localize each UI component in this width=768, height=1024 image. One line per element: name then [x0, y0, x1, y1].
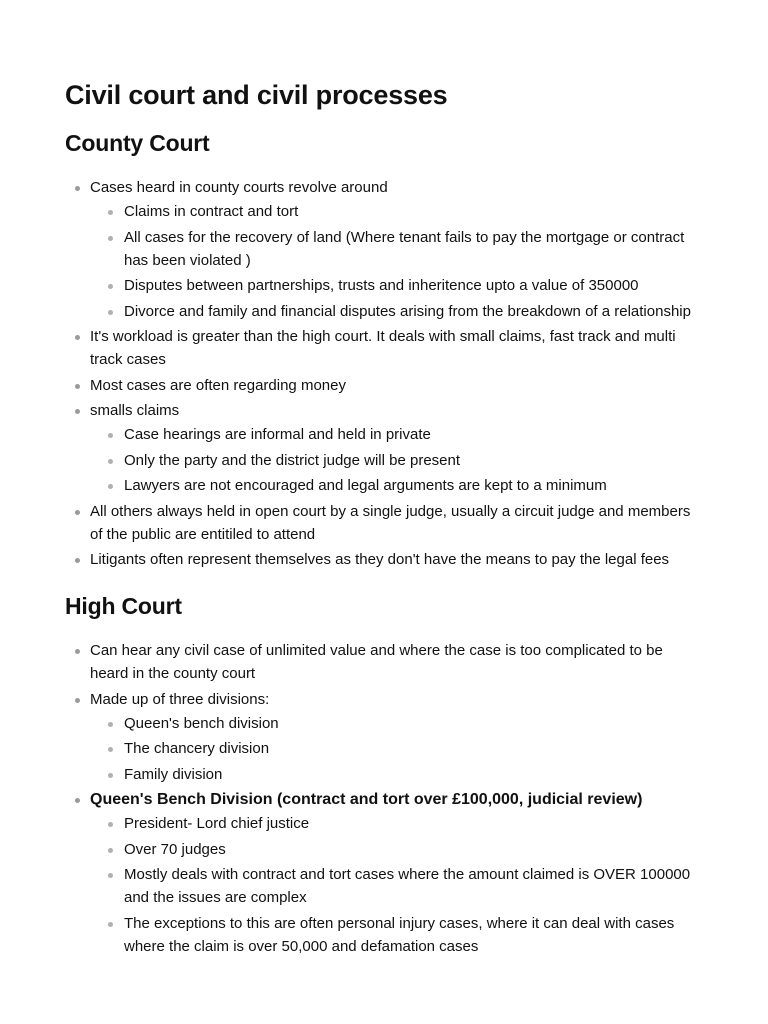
sub-list-item: Queen's bench division [90, 712, 705, 735]
sub-list [90, 423, 705, 497]
list-item: smalls claims Case hearings are informal and held in private Only the party and the district judge will be present Lawyers are not encouraged and legal arguments are kept to a minimum [65, 399, 705, 497]
sub-list [90, 712, 705, 786]
sub-list-item: All cases for the recovery of land (Where tenant fails to pay the mortgage or contract has been violated ) [90, 226, 705, 272]
list-item: All others always held in open court by a single judge, usually a circuit judge and members of the public are entitiled to attend [65, 500, 705, 546]
sub-list-item: Family division [90, 763, 705, 786]
list-item: Most cases are often regarding money [65, 374, 705, 397]
sub-list-item: The exceptions to this are often personal injury cases, where it can deal with cases where the claim is over 50,000 and defamation cases [90, 912, 705, 958]
high-court-heading: High Court [65, 593, 182, 619]
sub-list-item: The chancery division [90, 737, 705, 760]
sub-list-item: Claims in contract and tort [90, 200, 705, 223]
county-court-list [65, 176, 705, 574]
sub-list-item: Mostly deals with contract and tort cases where the amount claimed is OVER 100000 and the issues are complex [90, 863, 705, 909]
sub-list-item: Over 70 judges [90, 838, 705, 861]
sub-list-item: President- Lord chief justice [90, 812, 705, 835]
sub-list [90, 200, 705, 323]
sub-list [90, 812, 705, 958]
sub-list-item: Case hearings are informal and held in private [90, 423, 705, 446]
list-item: Can hear any civil case of unlimited value and where the case is too complicated to be heard in the county court [65, 639, 705, 685]
high-court-list [65, 639, 705, 960]
list-item: Litigants often represent themselves as they don't have the means to pay the legal fees [65, 548, 705, 571]
list-item-bold: Queen's Bench Division (contract and tort over £100,000, judicial review) President- Lord chief justice Over 70 judges Mostly deals with contract and tort cases where the amount claimed is OVER 100000 and the issues are complex The exceptions to this are often personal injury cases, where it can deal with cases where the claim is over 50,000 and defamation cases [65, 788, 705, 958]
county-court-heading: County Court [65, 130, 210, 156]
list-item: It's workload is greater than the high court. It deals with small claims, fast track and multi track cases [65, 325, 705, 371]
sub-list-item: Only the party and the district judge will be present [90, 449, 705, 472]
sub-list-item: Disputes between partnerships, trusts and inheritence upto a value of 350000 [90, 274, 705, 297]
sub-list-item: Lawyers are not encouraged and legal arguments are kept to a minimum [90, 474, 705, 497]
sub-list-item: Divorce and family and financial disputes arising from the breakdown of a relationship [90, 300, 705, 323]
list-item: Made up of three divisions: Queen's bench division The chancery division Family division [65, 688, 705, 786]
list-item: Cases heard in county courts revolve around Claims in contract and tort All cases for the recovery of land (Where tenant fails to pay the mortgage or contract has been violated ) Disputes between partnerships, trusts and inheritence upto a value of 350000 Divorce and family and financial disputes arising from the breakdown of a relationship [65, 176, 705, 323]
page-title: Civil court and civil processes [65, 80, 448, 110]
